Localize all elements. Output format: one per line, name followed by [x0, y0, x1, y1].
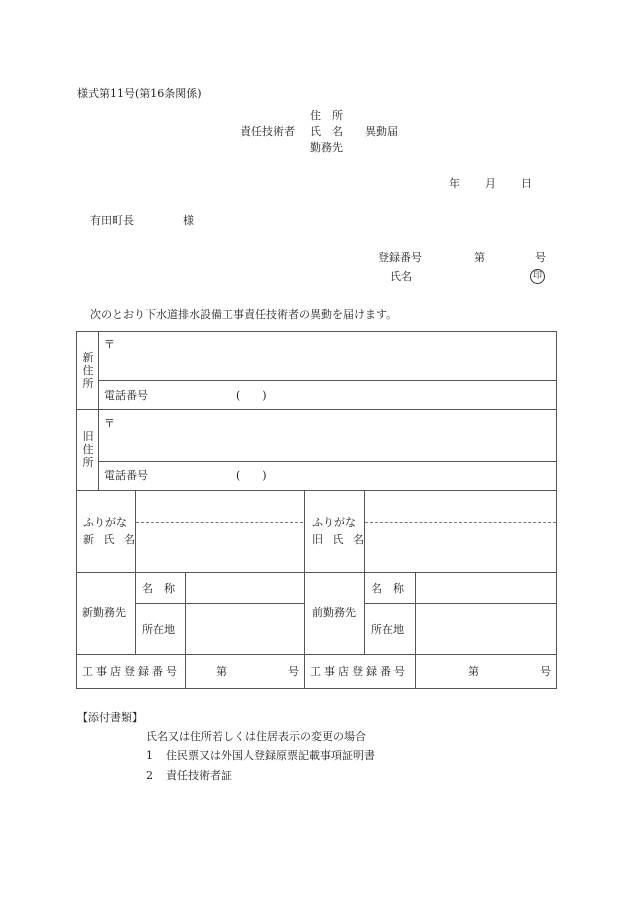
new-phone-label: 電話番号	[104, 389, 148, 402]
new-name-label: 新 氏 名	[83, 533, 138, 546]
old-furigana-label: ふりがな	[312, 516, 356, 529]
seal-mark: 印	[530, 269, 545, 284]
addressee-honorific: 様	[183, 214, 194, 227]
title-left: 責任技術者	[240, 125, 295, 138]
date-year: 年	[449, 177, 460, 190]
intro-text: 次のとおり下水道排水設備工事責任技術者の異動を届けます。	[90, 308, 398, 321]
new-work-name-label: 名 称	[142, 582, 175, 595]
form-number: 様式第11号(第16条関係)	[77, 87, 202, 100]
attachment-item-text: 住民票又は外国人登録原票記載事項証明書	[166, 749, 375, 762]
applicant-reg-label: 登録番号	[378, 251, 422, 264]
table-line	[76, 331, 77, 689]
prev-work-location-label: 所在地	[371, 623, 404, 636]
old-name-label: 旧 氏 名	[312, 533, 367, 546]
table-line	[135, 490, 136, 654]
new-work-label: 新勤務先	[82, 606, 126, 619]
table-line	[76, 654, 557, 655]
table-line	[98, 331, 99, 490]
attachment-item-no: 2	[146, 769, 153, 782]
table-line	[98, 380, 557, 381]
attachment-item-no: 1	[146, 749, 153, 762]
table-line	[76, 409, 557, 410]
old-phone-label: 電話番号	[104, 469, 148, 482]
table-line	[76, 688, 557, 689]
table-line	[76, 572, 557, 573]
table-line	[364, 603, 557, 604]
applicant-reg-go: 号	[535, 251, 546, 264]
new-furigana-label: ふりがな	[83, 516, 127, 529]
new-address-label: 新住所	[82, 351, 94, 391]
date-month: 月	[485, 177, 496, 190]
old-address-label: 旧住所	[82, 430, 94, 470]
title-right: 異動届	[365, 125, 398, 138]
title-item-workplace: 勤務先	[310, 141, 343, 154]
title-item-address: 住 所	[310, 109, 343, 122]
new-shop-reg-go: 号	[288, 665, 299, 678]
prev-work-name-label: 名 称	[371, 582, 404, 595]
applicant-name-label: 氏名	[390, 270, 412, 283]
old-postal-mark: 〒	[104, 417, 115, 430]
new-phone-paren: ( )	[236, 389, 267, 402]
date-day: 日	[521, 177, 532, 190]
table-line	[304, 490, 305, 689]
table-line	[76, 490, 557, 491]
new-shop-reg-label: 工事店登録番号	[82, 665, 180, 678]
prev-shop-reg-go: 号	[540, 665, 551, 678]
table-line	[415, 572, 416, 689]
new-postal-mark: 〒	[104, 338, 115, 351]
table-line	[185, 572, 186, 689]
addressee-name: 有田町長	[90, 214, 134, 227]
attachments-condition: 氏名又は住所若しくは住居表示の変更の場合	[146, 730, 366, 743]
furigana-guide-line	[365, 522, 556, 523]
prev-shop-reg-dai: 第	[468, 665, 479, 678]
table-line	[556, 331, 557, 689]
new-work-location-label: 所在地	[142, 623, 175, 636]
prev-work-label: 前勤務先	[312, 606, 356, 619]
new-shop-reg-dai: 第	[216, 665, 227, 678]
old-phone-paren: ( )	[236, 469, 267, 482]
applicant-reg-dai: 第	[474, 251, 485, 264]
table-line	[135, 603, 304, 604]
furigana-guide-line	[136, 522, 303, 523]
table-line	[76, 331, 557, 332]
table-line	[98, 461, 557, 462]
title-item-name: 氏 名	[310, 125, 343, 138]
attachments-heading: 【添付書類】	[77, 711, 143, 724]
prev-shop-reg-label: 工事店登録番号	[310, 665, 408, 678]
attachment-item-text: 責任技術者証	[166, 769, 232, 782]
table-line	[364, 490, 365, 654]
